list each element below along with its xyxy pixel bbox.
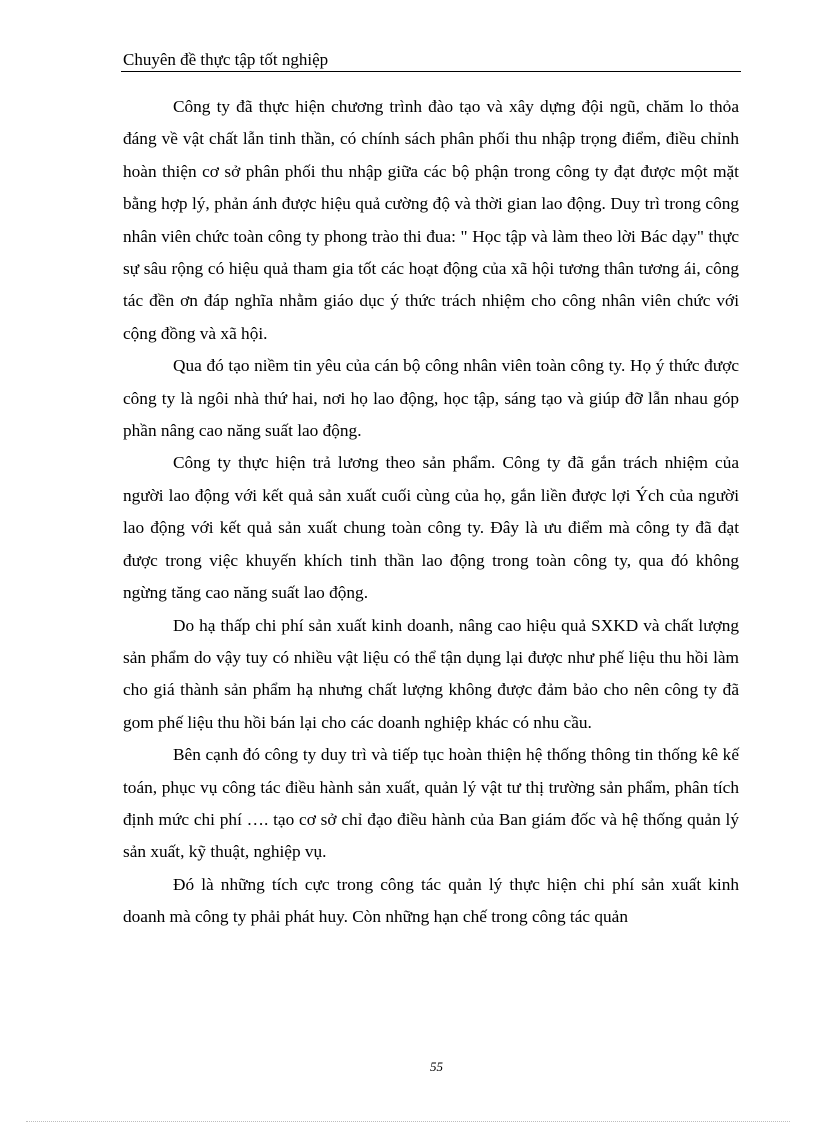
body-text [123, 91, 739, 934]
paragraph-cost-reduction: Do hạ thấp chi phí sản xuất kinh doanh, nâng cao hiệu quả SXKD và chất lượng sản phẩm do vậy tuy có nhiều vật liệu có thể tận dụng lại được như phế liệu thu hồi làm cho giá thành sản phẩm hạ nhưng chất lượng không được đảm bảo cho nên công ty đã gom phế liệu thu hồi bán lại cho các doanh nghiệp khác có nhu cầu. [123, 615, 739, 732]
paragraph-employee-trust: Qua đó tạo niềm tin yêu của cán bộ công nhân viên toàn công ty. Họ ý thức được công ty là ngôi nhà thứ hai, nơi họ lao động, học tập, sáng tạo và giúp đỡ lẫn nhau góp phần nâng cao năng suất lao động. [123, 356, 739, 441]
paragraph-piece-rate-wages: Công ty thực hiện trả lương theo sản phẩm. Công ty đã gắn trách nhiệm của người lao động với kết quả sản xuất cuối cùng của họ, gắn liền được lợi Ých của người lao động với kết quả sản xuất chung toàn công ty. Đây là ưu điểm mà công ty đã đạt được trong việc khuyến khích tinh thần lao động trong toàn công ty, qua đó không ngừng tăng cao năng suất lao động. [123, 453, 739, 603]
header-divider [121, 71, 741, 72]
page-number: 55 [430, 1059, 443, 1074]
running-header-title: Chuyên đề thực tập tốt nghiệp [123, 50, 329, 69]
page-bottom-edge [26, 1121, 790, 1122]
paragraph-strengths-limitations: Đó là những tích cực trong công tác quản lý thực hiện chi phí sản xuất kinh doanh mà công ty phải phát huy. Còn những hạn chế trong công tác quản [123, 874, 739, 927]
paragraph-training-policy: Công ty đã thực hiện chương trình đào tạo và xây dựng đội ngũ, chăm lo thỏa đáng về vật chất lẫn tinh thần, có chính sách phân phối thu nhập trọng điểm, điều chỉnh hoàn thiện cơ sở phân phối thu nhập giữa các bộ phận trong công ty đạt được một mặt bằng hợp lý, phản ánh được hiệu quả cường độ và thời gian lao động. Duy trì trong công nhân viên chức toàn công ty phong trào thi đua: " Học tập và làm theo lời Bác dạy" thực sự sâu rộng có hiệu quả tham gia tốt các hoạt động của xã hội tương thân tương ái, công tác đền ơn đáp nghĩa nhằm giáo dục ý thức trách nhiệm cho công nhân viên chức với cộng đồng và xã hội. [123, 97, 739, 343]
paragraph-information-system: Bên cạnh đó công ty duy trì và tiếp tục hoàn thiện hệ thống thông tin thống kê kế toán, phục vụ công tác điều hành sản xuất, quản lý vật tư thị trường sản phẩm, phân tích định mức chi phí …. tạo cơ sở chỉ đạo điều hành của Ban giám đốc và hệ thống quản lý sản xuất, kỹ thuật, nghiệp vụ. [123, 745, 739, 862]
